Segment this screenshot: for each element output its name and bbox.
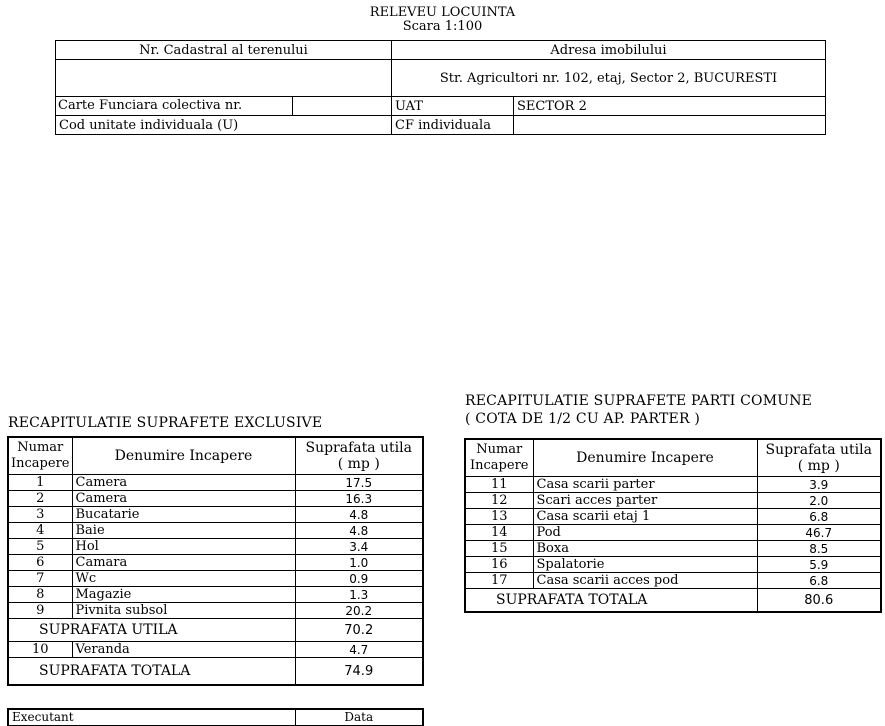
table-row bbox=[465, 477, 881, 493]
room-name: Hol bbox=[72, 539, 295, 555]
room-area: 1.3 bbox=[295, 587, 423, 603]
col-header-numar: Numar Incapere bbox=[465, 439, 533, 477]
room-name: Bucatarie bbox=[72, 507, 295, 523]
room-area: 17.5 bbox=[295, 475, 423, 491]
data-label: Data bbox=[295, 709, 423, 726]
suprafata-utila-value: 70.2 bbox=[295, 619, 423, 642]
document-scale: Scara 1:100 bbox=[402, 19, 483, 34]
col-header-suprafata bbox=[757, 439, 881, 477]
row-number: 6 bbox=[8, 555, 72, 571]
col-header-numar: Numar Incapere bbox=[8, 437, 72, 475]
common-areas-table bbox=[464, 438, 882, 613]
room-area: 2.0 bbox=[757, 493, 881, 509]
row-number: 2 bbox=[8, 491, 72, 507]
room-name: Camera bbox=[72, 491, 295, 507]
row-number: 14 bbox=[465, 525, 533, 541]
row-number: 12 bbox=[465, 493, 533, 509]
table-row bbox=[465, 525, 881, 541]
common-total-label: SUPRAFATA TOTALA bbox=[465, 589, 757, 613]
room-name: Pivnita subsol bbox=[72, 603, 295, 619]
uat-value: SECTOR 2 bbox=[514, 97, 826, 116]
room-area: 3.9 bbox=[757, 477, 881, 493]
cf-individuala-value bbox=[514, 116, 826, 135]
row-number: 1 bbox=[8, 475, 72, 491]
col-header-denumire: Denumire Incapere bbox=[72, 437, 295, 475]
row-number: 4 bbox=[8, 523, 72, 539]
common-section-title: RECAPITULATIE SUPRAFETE PARTI COMUNE bbox=[465, 393, 813, 409]
room-name: Scari acces parter bbox=[533, 493, 757, 509]
room-name: Magazie bbox=[72, 587, 295, 603]
common-total-value: 80.6 bbox=[757, 589, 881, 613]
table-row bbox=[8, 555, 423, 571]
carte-funciara-label: Carte Funciara colectiva nr. bbox=[56, 97, 293, 115]
exclusive-section-title: RECAPITULATIE SUPRAFETE EXCLUSIVE bbox=[8, 415, 323, 431]
table-row bbox=[8, 491, 423, 507]
col-header-denumire: Denumire Incapere bbox=[533, 439, 757, 477]
nr-cadastral-label: Nr. Cadastral al terenului bbox=[56, 41, 392, 60]
adresa-label: Adresa imobilului bbox=[392, 41, 826, 60]
room-name: Camera bbox=[72, 475, 295, 491]
row-number: 11 bbox=[465, 477, 533, 493]
cadastral-info-table bbox=[55, 40, 826, 135]
room-area: 5.9 bbox=[757, 557, 881, 573]
room-area: 4.8 bbox=[295, 523, 423, 539]
executant-label: Executant bbox=[8, 709, 295, 726]
room-area: 0.9 bbox=[295, 571, 423, 587]
veranda-num: 10 bbox=[8, 642, 72, 658]
table-row bbox=[465, 573, 881, 589]
room-name: Wc bbox=[72, 571, 295, 587]
exclusive-areas-table bbox=[7, 436, 424, 686]
room-area: 4.8 bbox=[295, 507, 423, 523]
room-name: Camara bbox=[72, 555, 295, 571]
executant-footer bbox=[7, 708, 424, 726]
veranda-area: 4.7 bbox=[295, 642, 423, 658]
carte-funciara-cell bbox=[56, 97, 392, 116]
room-area: 46.7 bbox=[757, 525, 881, 541]
row-number: 5 bbox=[8, 539, 72, 555]
carte-funciara-value bbox=[293, 97, 391, 115]
row-number: 17 bbox=[465, 573, 533, 589]
room-name: Casa scarii etaj 1 bbox=[533, 509, 757, 525]
table-row bbox=[8, 587, 423, 603]
col-header-suprafata-line2: ( mp ) bbox=[797, 458, 840, 474]
col-header-suprafata-line1: Suprafata utila bbox=[765, 442, 872, 458]
room-name: Casa scarii parter bbox=[533, 477, 757, 493]
room-area: 20.2 bbox=[295, 603, 423, 619]
table-row bbox=[465, 557, 881, 573]
room-name: Baie bbox=[72, 523, 295, 539]
col-header-suprafata bbox=[295, 437, 423, 475]
suprafata-totala-value: 74.9 bbox=[295, 658, 423, 686]
room-area: 6.8 bbox=[757, 573, 881, 589]
row-number: 16 bbox=[465, 557, 533, 573]
cod-unitate-label: Cod unitate individuala (U) bbox=[56, 116, 392, 135]
common-section-subtitle: ( COTA DE 1/2 CU AP. PARTER ) bbox=[465, 411, 701, 427]
room-area: 8.5 bbox=[757, 541, 881, 557]
room-area: 1.0 bbox=[295, 555, 423, 571]
adresa-value: Str. Agricultori nr. 102, etaj, Sector 2, BUCURESTI bbox=[392, 60, 826, 97]
document-title: RELEVEU LOCUINTA bbox=[369, 5, 516, 20]
col-header-suprafata-line2: ( mp ) bbox=[337, 456, 380, 472]
nr-cadastral-value bbox=[56, 60, 392, 97]
veranda-name: Veranda bbox=[72, 642, 295, 658]
suprafata-totala-label: SUPRAFATA TOTALA bbox=[8, 658, 295, 686]
row-number: 15 bbox=[465, 541, 533, 557]
table-row bbox=[8, 571, 423, 587]
row-number: 9 bbox=[8, 603, 72, 619]
room-area: 3.4 bbox=[295, 539, 423, 555]
table-row bbox=[8, 507, 423, 523]
table-row bbox=[8, 475, 423, 491]
table-row bbox=[8, 523, 423, 539]
table-row bbox=[465, 493, 881, 509]
room-name: Pod bbox=[533, 525, 757, 541]
row-number: 7 bbox=[8, 571, 72, 587]
room-area: 6.8 bbox=[757, 509, 881, 525]
suprafata-utila-label: SUPRAFATA UTILA bbox=[8, 619, 295, 642]
uat-label: UAT bbox=[392, 97, 514, 116]
table-row bbox=[8, 603, 423, 619]
col-header-suprafata-line1: Suprafata utila bbox=[305, 440, 412, 456]
room-name: Spalatorie bbox=[533, 557, 757, 573]
room-name: Boxa bbox=[533, 541, 757, 557]
table-row bbox=[465, 541, 881, 557]
room-name: Casa scarii acces pod bbox=[533, 573, 757, 589]
table-row bbox=[8, 539, 423, 555]
row-number: 8 bbox=[8, 587, 72, 603]
table-row bbox=[465, 509, 881, 525]
cf-individuala-label: CF individuala bbox=[392, 116, 514, 135]
row-number: 13 bbox=[465, 509, 533, 525]
room-area: 16.3 bbox=[295, 491, 423, 507]
row-number: 3 bbox=[8, 507, 72, 523]
